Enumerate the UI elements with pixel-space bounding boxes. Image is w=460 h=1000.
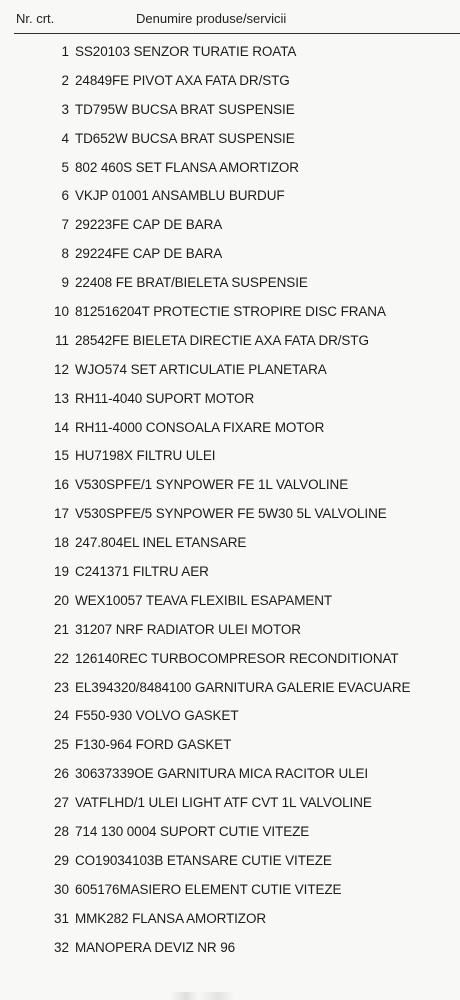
- row-description: TD795W BUCSA BRAT SUSPENSIE: [75, 101, 295, 117]
- table-row: [0, 529, 460, 558]
- row-description: RH11-4000 CONSOALA FIXARE MOTOR: [75, 419, 325, 435]
- table-row: [0, 760, 460, 789]
- table-row: [0, 269, 460, 298]
- faint-footer-mark: [170, 992, 250, 1000]
- table-row: [0, 442, 460, 471]
- table-row: [0, 327, 460, 356]
- row-description: V530SPFE/1 SYNPOWER FE 1L VALVOLINE: [75, 477, 349, 493]
- row-description: 24849FE PIVOT AXA FATA DR/STG: [75, 72, 290, 88]
- row-number: 23: [53, 679, 69, 695]
- table-row: [0, 616, 460, 645]
- row-description: 126140REC TURBOCOMPRESOR RECONDITIONAT: [75, 650, 399, 666]
- row-number: 31: [53, 910, 69, 926]
- row-description: 714 130 0004 SUPORT CUTIE VITEZE: [75, 824, 310, 840]
- row-number: 17: [53, 506, 69, 522]
- table-row: [0, 558, 460, 587]
- row-description: 29224FE CAP DE BARA: [75, 246, 223, 262]
- row-number: 19: [53, 564, 69, 580]
- row-description: V530SPFE/5 SYNPOWER FE 5W30 5L VALVOLINE: [75, 506, 387, 522]
- table-row: [0, 385, 460, 414]
- row-description: VKJP 01001 ANSAMBLU BURDUF: [75, 188, 285, 204]
- row-number: 20: [53, 592, 69, 608]
- row-number: 6: [61, 188, 69, 204]
- row-number: 24: [53, 708, 69, 724]
- row-description: 22408 FE BRAT/BIELETA SUSPENSIE: [75, 275, 308, 291]
- table-row: [0, 674, 460, 703]
- row-description: RH11-4040 SUPORT MOTOR: [75, 390, 255, 406]
- header-nr-crt: Nr. crt.: [16, 11, 55, 26]
- table-row: [0, 847, 460, 876]
- row-description: 31207 NRF RADIATOR ULEI MOTOR: [75, 621, 301, 637]
- row-number: 1: [61, 44, 69, 59]
- table-row: [0, 789, 460, 818]
- row-number: 21: [53, 621, 69, 637]
- table-row: [0, 298, 460, 327]
- row-number: 30: [53, 881, 69, 897]
- row-description: MANOPERA DEVIZ NR 96: [75, 939, 236, 955]
- row-number: 5: [61, 159, 69, 175]
- table-row: [0, 96, 460, 125]
- table-row: [0, 905, 460, 934]
- row-number: 11: [54, 332, 69, 348]
- row-description: F130-964 FORD GASKET: [75, 737, 232, 753]
- row-description: CO19034103B ETANSARE CUTIE VITEZE: [75, 852, 332, 868]
- table-row: [0, 500, 460, 529]
- row-description: SS20103 SENZOR TURATIE ROATA: [75, 44, 297, 59]
- row-number: 25: [53, 737, 69, 753]
- row-number: 15: [53, 448, 69, 464]
- row-number: 9: [61, 275, 69, 291]
- table-row: [0, 182, 460, 211]
- row-description: WEX10057 TEAVA FLEXIBIL ESAPAMENT: [75, 592, 333, 608]
- row-number: 22: [53, 650, 69, 666]
- row-number: 4: [61, 130, 69, 146]
- table-row: [0, 356, 460, 385]
- row-description: 247.804EL INEL ETANSARE: [75, 535, 247, 551]
- table-row: [0, 818, 460, 847]
- header-product-name: Denumire produse/servicii: [136, 11, 287, 26]
- row-number: 3: [61, 101, 69, 117]
- table-row: [0, 414, 460, 443]
- row-description: 605176MASIERO ELEMENT CUTIE VITEZE: [75, 881, 342, 897]
- row-number: 27: [53, 795, 69, 811]
- row-number: 18: [53, 535, 69, 551]
- row-number: 2: [61, 72, 69, 88]
- product-list: [0, 38, 460, 963]
- row-description: 812516204T PROTECTIE STROPIRE DISC FRANA: [75, 304, 386, 320]
- table-row: [0, 731, 460, 760]
- row-number: 28: [53, 824, 69, 840]
- row-description: WJO574 SET ARTICULATIE PLANETARA: [75, 361, 327, 377]
- row-number: 16: [53, 477, 69, 493]
- header-divider: [14, 33, 460, 34]
- row-description: HU7198X FILTRU ULEI: [75, 448, 216, 464]
- row-number: 8: [61, 246, 69, 262]
- table-row: [0, 211, 460, 240]
- row-number: 10: [53, 304, 69, 320]
- table-row: [0, 702, 460, 731]
- row-description: 30637339OE GARNITURA MICA RACITOR ULEI: [75, 766, 369, 782]
- row-description: 29223FE CAP DE BARA: [75, 217, 223, 233]
- row-description: MMK282 FLANSA AMORTIZOR: [75, 910, 266, 926]
- row-number: 26: [53, 766, 69, 782]
- row-number: 29: [53, 852, 69, 868]
- table-row: [0, 154, 460, 183]
- row-description: 28542FE BIELETA DIRECTIE AXA FATA DR/STG: [75, 332, 369, 348]
- table-row: [0, 645, 460, 674]
- row-number: 7: [61, 217, 69, 233]
- row-description: F550-930 VOLVO GASKET: [75, 708, 239, 724]
- row-description: TD652W BUCSA BRAT SUSPENSIE: [75, 130, 295, 146]
- table-row: [0, 587, 460, 616]
- table-row: [0, 240, 460, 269]
- table-row: [0, 125, 460, 154]
- row-description: 802 460S SET FLANSA AMORTIZOR: [75, 159, 299, 175]
- table-row: [0, 471, 460, 500]
- table-row: [0, 876, 460, 905]
- table-row: [0, 67, 460, 96]
- row-description: C241371 FILTRU AER: [75, 564, 209, 580]
- row-description: EL394320/8484100 GARNITURA GALERIE EVACUARE: [75, 679, 411, 695]
- row-number: 14: [53, 419, 69, 435]
- row-number: 12: [53, 361, 69, 377]
- table-row: [0, 934, 460, 963]
- table-header: [0, 0, 460, 36]
- table-row: [0, 38, 460, 67]
- row-number: 13: [53, 390, 69, 406]
- row-description: VATFLHD/1 ULEI LIGHT ATF CVT 1L VALVOLINE: [75, 795, 372, 811]
- row-number: 32: [53, 939, 69, 955]
